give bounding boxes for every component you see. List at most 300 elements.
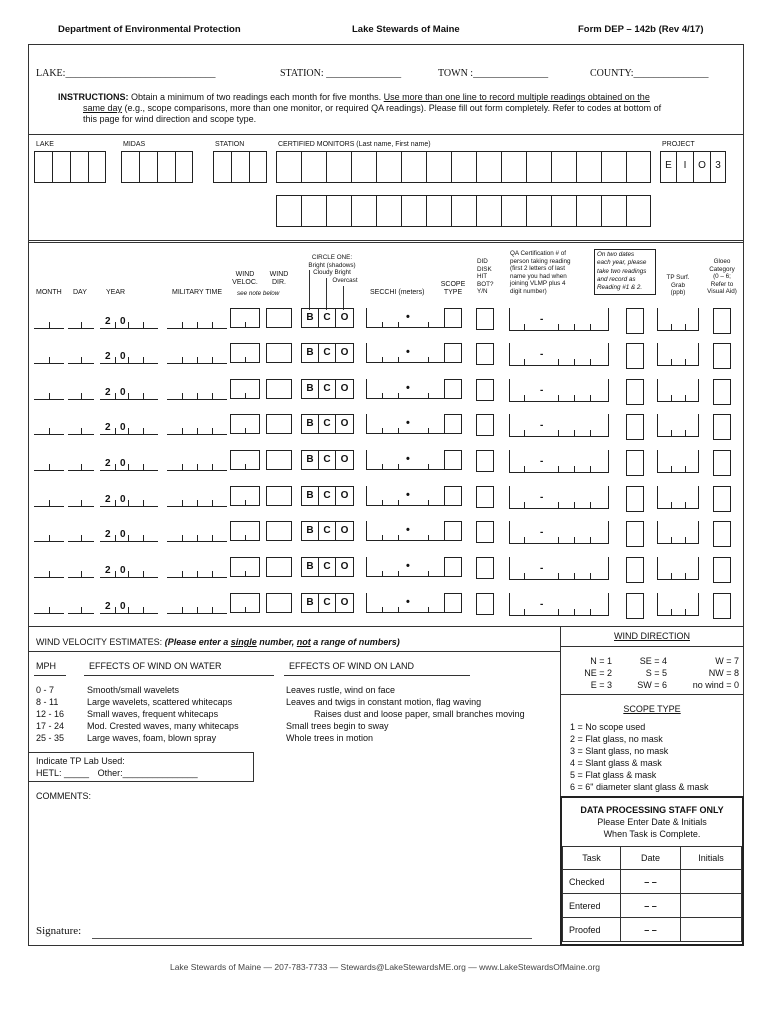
row-1-gloeo[interactable] [713,308,731,334]
staff-initials-entered[interactable] [681,894,742,918]
row-9-year-0: 0 [120,601,126,612]
row-5-wind-direction[interactable] [266,450,292,470]
scope-line-2: TYPE [443,289,463,296]
row-9-sky-c[interactable]: C [319,594,336,612]
row-5-year-2: 2 [105,458,111,469]
row-1-tp-surface[interactable] [657,330,699,331]
row-5-qa-right [608,450,609,472]
row-5-sky-b[interactable]: B [302,451,319,469]
row-8-tp-surface[interactable] [657,579,699,580]
row-4-sky-condition[interactable] [301,414,354,434]
row-6-time-tick2 [197,500,198,506]
qa-line-1: QA Certification # of [510,250,566,257]
wind-direction-underline [560,646,744,647]
col-wind-direction [265,271,293,287]
row-1-year[interactable] [100,328,158,329]
row-9-military-time[interactable] [167,613,227,614]
disk-line-3: HIT [477,273,488,281]
row-9-month[interactable] [34,613,64,614]
wind-estimate-water-2: Large wavelets, scattered whitecaps [87,697,233,707]
staff-date-entered[interactable]: – – [621,894,681,918]
row-5-sky-o[interactable]: O [340,454,349,465]
row-9-wind-direction[interactable] [266,593,292,613]
row-2-secchi-decimal: • [406,346,410,358]
row-8-year-tick1 [115,571,116,577]
row-4-reading-number[interactable] [626,414,644,440]
row-4-sky-o[interactable]: O [340,418,349,429]
signature-underline[interactable] [92,938,532,939]
project-code-boxes [660,151,726,183]
wind-direction-title-box [560,631,744,641]
row-3-year[interactable] [100,399,158,400]
row-1-year-tick1 [115,322,116,328]
land-underline [284,675,470,676]
row-7-tp-surface[interactable] [657,543,699,544]
row-2-tp-surface[interactable] [657,365,699,366]
row-6-gloeo[interactable] [713,486,731,512]
comments-area[interactable] [36,804,556,914]
row-9-tp-box [657,593,699,615]
row-7-qa-tick3 [574,537,575,543]
row-4-qa-certification[interactable] [509,436,609,437]
staff-line-2: When Task is Complete. [603,829,701,839]
row-5-year-tick3 [143,464,144,470]
row-3-secchi-decimal: • [406,382,410,394]
row-2-scope-type[interactable] [444,343,462,363]
signature-line[interactable] [36,925,81,937]
row-1-wind-direction[interactable] [266,308,292,328]
row-3-disk-hit-bottom[interactable] [476,379,494,401]
gloeo-line-5: Visual Aid) [707,288,737,296]
row-5-month[interactable] [34,470,64,471]
row-2-secchi-tick2 [398,357,399,363]
disk-line-2: DISK [477,265,492,273]
row-4-month-tick [49,428,50,434]
row-3-year-tick2 [128,393,129,399]
two-dates-note [594,249,656,295]
row-9-time-tick1 [182,607,183,613]
row-9-qa-tick2 [558,609,559,615]
row-9-sky-condition[interactable] [301,593,354,613]
row-6-month-tick [49,500,50,506]
col-gloeo-category [700,258,744,296]
row-8-secchi-tick2 [398,571,399,577]
row-4-year[interactable] [100,434,158,435]
row-1-reading-number[interactable] [626,308,644,334]
row-1-sky-condition[interactable] [301,308,354,328]
row-7-qa-right [608,521,609,543]
row-2-wind-direction[interactable] [266,343,292,363]
row-6-sky-c[interactable]: C [319,487,336,505]
row-1-time-tick3 [212,322,213,328]
row-6-wind-direction[interactable] [266,486,292,506]
row-5-tp-surface[interactable] [657,472,699,473]
row-3-tp-surface[interactable] [657,401,699,402]
row-3-scope-type[interactable] [444,379,462,399]
row-8-tp-box [657,557,699,579]
comments-label: COMMENTS: [36,791,91,801]
row-1-qa-certification[interactable] [509,330,609,331]
row-2-time-tick2 [197,357,198,363]
row-2-qa-tick4 [590,359,591,365]
row-5-year-tick1 [115,464,116,470]
lake-code-label: LAKE [36,141,54,148]
row-6-qa-tick4 [590,502,591,508]
row-5-time-tick3 [212,464,213,470]
row-5-qa-dash: - [540,456,544,467]
wind-divider [28,651,560,652]
disk-line-5: Y/N [477,288,488,296]
instructions-label: INSTRUCTIONS: [58,92,129,102]
row-7-day[interactable] [68,541,94,542]
lake-code-boxes[interactable] [34,151,106,183]
row-2-qa-certification[interactable] [509,365,609,366]
row-2-tp-box [657,343,699,365]
row-4-scope-type[interactable] [444,414,462,434]
row-4-year-0: 0 [120,422,126,433]
staff-col-date: Date [621,847,681,870]
row-5-tp-tick1 [671,466,672,472]
row-3-tp-tick2 [685,395,686,401]
row-2-secchi-tick1 [382,357,383,363]
row-7-gloeo[interactable] [713,521,731,547]
row-7-sky-condition[interactable] [301,521,354,541]
row-4-qa-tick3 [574,430,575,436]
row-3-year-tick1 [115,393,116,399]
wind-note-single: single [230,637,257,647]
row-3-qa-tick2 [558,395,559,401]
col-day: DAY [73,289,87,296]
row-8-time-tick3 [212,571,213,577]
project-code-3: 3 [715,160,721,171]
row-5-reading-number[interactable] [626,450,644,476]
row-7-month[interactable] [34,541,64,542]
row-7-disk-hit-bottom[interactable] [476,521,494,543]
row-1-secchi-decimal: • [406,311,410,323]
row-9-day[interactable] [68,613,94,614]
row-3-sky-b[interactable]: B [302,380,319,398]
row-6-tp-box [657,486,699,508]
monitors-label: CERTIFIED MONITORS (Last name, First name) [278,141,431,148]
instructions-underlined-1: Use more than one line to record multiple readings obtained on the [383,92,650,102]
row-2-disk-hit-bottom[interactable] [476,343,494,365]
row-2-sky-b[interactable]: B [302,344,319,362]
row-5-disk-hit-bottom[interactable] [476,450,494,472]
row-6-month[interactable] [34,506,64,507]
row-3-secchi-tick3 [428,393,429,399]
row-7-reading-number[interactable] [626,521,644,547]
row-6-qa-tick1 [524,502,525,508]
wind-veloc-line-2: VELOC. [232,279,258,286]
station-code-boxes[interactable] [213,151,267,183]
row-8-wind-direction[interactable] [266,557,292,577]
row-1-secchi-tick2 [398,322,399,328]
row-7-month-tick [49,535,50,541]
row-2-reading-number[interactable] [626,343,644,369]
row-3-wind-direction[interactable] [266,379,292,399]
row-6-military-time[interactable] [167,506,227,507]
wind-direction-codes [566,655,742,691]
water-underline [84,675,274,676]
row-9-qa-certification[interactable] [509,615,609,616]
row-4-month[interactable] [34,434,64,435]
staff-line-1: Please Enter Date & Initials [597,817,707,827]
see-note-below: see note below [237,290,280,297]
row-8-military-time[interactable] [167,577,227,578]
row-9-scope-type[interactable] [444,593,462,613]
row-8-year[interactable] [100,577,158,578]
row-8-scope-type[interactable] [444,557,462,577]
row-3-military-time[interactable] [167,399,227,400]
row-9-reading-number[interactable] [626,593,644,619]
row-6-sky-condition[interactable] [301,486,354,506]
row-6-scope-type[interactable] [444,486,462,506]
row-6-day[interactable] [68,506,94,507]
midas-boxes[interactable] [121,151,193,183]
row-8-sky-o[interactable]: O [340,561,349,572]
row-4-sky-c[interactable]: C [319,415,336,433]
scope-type-list [570,721,709,793]
row-3-gloeo[interactable] [713,379,731,405]
row-8-sky-c[interactable]: C [319,558,336,576]
row-9-year[interactable] [100,613,158,614]
row-1-tp-box [657,308,699,330]
row-9-secchi-tick2 [398,607,399,613]
row-5-scope-type[interactable] [444,450,462,470]
overcast-label: Overcast [332,276,358,284]
row-8-month[interactable] [34,577,64,578]
row-5-military-time[interactable] [167,470,227,471]
tp-line-2: Grab [671,281,685,289]
monitors-row-1[interactable] [276,151,651,183]
monitors-row-2[interactable] [276,195,651,227]
staff-date-checked[interactable]: – – [621,870,681,894]
row-1-secchi-tick1 [382,322,383,328]
row-2-tp-tick2 [685,359,686,365]
disk-line-4: BOT? [477,280,494,288]
col-year: YEAR [106,289,126,296]
row-3-qa-dash: - [540,385,544,396]
row-2-sky-c[interactable]: C [319,344,336,362]
row-2-qa-tick1 [524,359,525,365]
row-1-sky-b[interactable]: B [302,309,319,327]
row-3-month[interactable] [34,399,64,400]
row-3-sky-condition[interactable] [301,379,354,399]
lake-field[interactable]: LAKE:______________________________ [36,68,216,79]
row-8-reading-number[interactable] [626,557,644,583]
row-6-sky-o[interactable]: O [340,490,349,501]
staff-initials-proofed[interactable] [681,918,742,942]
station-field[interactable]: STATION: _______________ [280,68,402,79]
row-1-year-0: 0 [120,316,126,327]
circle-one-label: CIRCLE ONE: [311,254,353,261]
row-3-time-tick1 [182,393,183,399]
row-1-year-tick3 [143,322,144,328]
row-5-time-tick2 [197,464,198,470]
wind-estimate-water-5: Large waves, foam, blown spray [87,733,217,743]
row-7-year-tick1 [115,535,116,541]
row-4-secchi-tick1 [382,428,383,434]
tp-lab-other[interactable]: Other:_______________ [97,768,198,778]
row-3-reading-number[interactable] [626,379,644,405]
row-9-year-tick2 [128,607,129,613]
row-1-scope-type[interactable] [444,308,462,328]
row-6-sky-b[interactable]: B [302,487,319,505]
row-4-day[interactable] [68,434,94,435]
row-3-sky-o[interactable]: O [340,383,349,394]
scope-type-6: 6 = 6" diameter slant glass & mask [570,782,709,792]
header-org: Lake Stewards of Maine [352,24,460,35]
wind-direction-title: WIND DIRECTION [614,631,690,641]
row-9-disk-hit-bottom[interactable] [476,593,494,615]
row-5-gloeo[interactable] [713,450,731,476]
row-9-sky-o[interactable]: O [340,597,349,608]
gloeo-line-2: Category [709,265,735,273]
row-2-tp-tick1 [671,359,672,365]
row-9-tp-surface[interactable] [657,615,699,616]
col-disk-hit-bottom [477,258,493,296]
row-7-qa-dash: - [540,527,544,538]
row-2-sky-o[interactable]: O [340,347,349,358]
scope-divider [560,694,744,695]
gloeo-line-1: Gloeo [713,258,731,265]
row-6-year-0: 0 [120,494,126,505]
row-2-sky-condition[interactable] [301,343,354,363]
row-8-sky-b[interactable]: B [302,558,319,576]
row-6-tp-surface[interactable] [657,508,699,509]
row-9-qa-tick3 [574,609,575,615]
town-field[interactable]: TOWN :_______________ [438,68,549,79]
row-5-year-0: 0 [120,458,126,469]
row-2-month[interactable] [34,363,64,364]
row-8-qa-certification[interactable] [509,579,609,580]
tp-lab-hetl[interactable]: HETL: _____ [36,768,90,778]
scope-type-3: 3 = Slant glass, no mask [570,746,669,756]
row-7-qa-certification[interactable] [509,543,609,544]
staff-date-proofed[interactable]: – – [621,918,681,942]
row-7-military-time[interactable] [167,541,227,542]
row-9-sky-b[interactable]: B [302,594,319,612]
row-6-reading-number[interactable] [626,486,644,512]
row-1-qa-tick2 [558,324,559,330]
row-1-day[interactable] [68,328,94,329]
two-dates-line-3: take two readings [597,267,647,275]
row-7-scope-type[interactable] [444,521,462,541]
row-4-wind-direction[interactable] [266,414,292,434]
row-2-military-time[interactable] [167,363,227,364]
county-field[interactable]: COUNTY:_______________ [590,68,709,79]
instructions-text-1: Obtain a minimum of two readings each month for five months. [131,92,382,102]
row-9-gloeo[interactable] [713,593,731,619]
row-8-day-tick [81,571,82,577]
row-4-gloeo[interactable] [713,414,731,440]
staff-table [562,846,742,942]
row-8-sky-condition[interactable] [301,557,354,577]
row-8-qa-tick2 [558,573,559,579]
row-7-sky-c[interactable]: C [319,522,336,540]
row-7-sky-o[interactable]: O [340,525,349,536]
row-5-sky-c[interactable]: C [319,451,336,469]
row-4-secchi-decimal: • [406,417,410,429]
row-7-year[interactable] [100,541,158,542]
two-dates-line-5: Reading #1 & 2. [597,284,643,292]
row-4-military-time[interactable] [167,434,227,435]
row-6-year[interactable] [100,506,158,507]
row-1-day-tick [81,322,82,328]
mph-header: MPH [36,661,56,671]
row-3-qa-certification[interactable] [509,401,609,402]
row-4-time-tick3 [212,428,213,434]
row-8-gloeo[interactable] [713,557,731,583]
row-4-tp-surface[interactable] [657,436,699,437]
row-2-day[interactable] [68,363,94,364]
row-1-wv-tick [245,322,246,328]
row-2-year[interactable] [100,363,158,364]
row-8-disk-hit-bottom[interactable] [476,557,494,579]
row-8-qa-tick1 [524,573,525,579]
row-6-disk-hit-bottom[interactable] [476,486,494,508]
row-1-year-tick2 [128,322,129,328]
row-1-military-time[interactable] [167,328,227,329]
tp-lab-options[interactable] [36,768,198,778]
row-2-wv-tick [245,357,246,363]
staff-initials-checked[interactable] [681,870,742,894]
row-4-time-tick2 [197,428,198,434]
row-1-month[interactable] [34,328,64,329]
row-1-sky-o[interactable]: O [340,312,349,323]
row-7-qa-tick1 [524,537,525,543]
scope-type-4: 4 = Slant glass & mask [570,758,662,768]
land-effects-header: EFFECTS OF WIND ON LAND [289,661,415,671]
row-6-time-tick1 [182,500,183,506]
row-7-tp-box [657,521,699,543]
row-4-disk-hit-bottom[interactable] [476,414,494,436]
row-6-day-tick [81,500,82,506]
staff-row-entered: Entered [563,894,621,918]
bright-label: Bright (shadows) [308,261,356,269]
row-4-day-tick [81,428,82,434]
staff-col-task: Task [563,847,621,870]
row-5-day[interactable] [68,470,94,471]
row-5-sky-condition[interactable] [301,450,354,470]
row-2-gloeo[interactable] [713,343,731,369]
row-2-day-tick [81,357,82,363]
row-3-sky-c[interactable]: C [319,380,336,398]
row-5-year[interactable] [100,470,158,471]
row-7-wind-direction[interactable] [266,521,292,541]
row-8-day[interactable] [68,577,94,578]
row-4-year-tick3 [143,428,144,434]
row-7-time-tick2 [197,535,198,541]
row-7-sky-b[interactable]: B [302,522,319,540]
wind-veloc-line-1: WIND [235,271,255,278]
row-6-year-2: 2 [105,494,111,505]
row-5-qa-certification[interactable] [509,472,609,473]
wind-dir-s: S = 5 [645,668,667,678]
row-6-qa-certification[interactable] [509,508,609,509]
row-4-sky-b[interactable]: B [302,415,319,433]
row-6-secchi-tick2 [398,500,399,506]
row-3-day[interactable] [68,399,94,400]
row-9-time-tick2 [197,607,198,613]
gloeo-line-3: (0 – 6; [713,273,731,281]
row-4-tp-tick2 [685,430,686,436]
row-2-qa-tick2 [558,359,559,365]
row-1-disk-hit-bottom[interactable] [476,308,494,330]
row-1-sky-c[interactable]: C [319,309,336,327]
row-8-secchi-tick1 [382,571,383,577]
wind-note-b: number, [256,637,297,647]
